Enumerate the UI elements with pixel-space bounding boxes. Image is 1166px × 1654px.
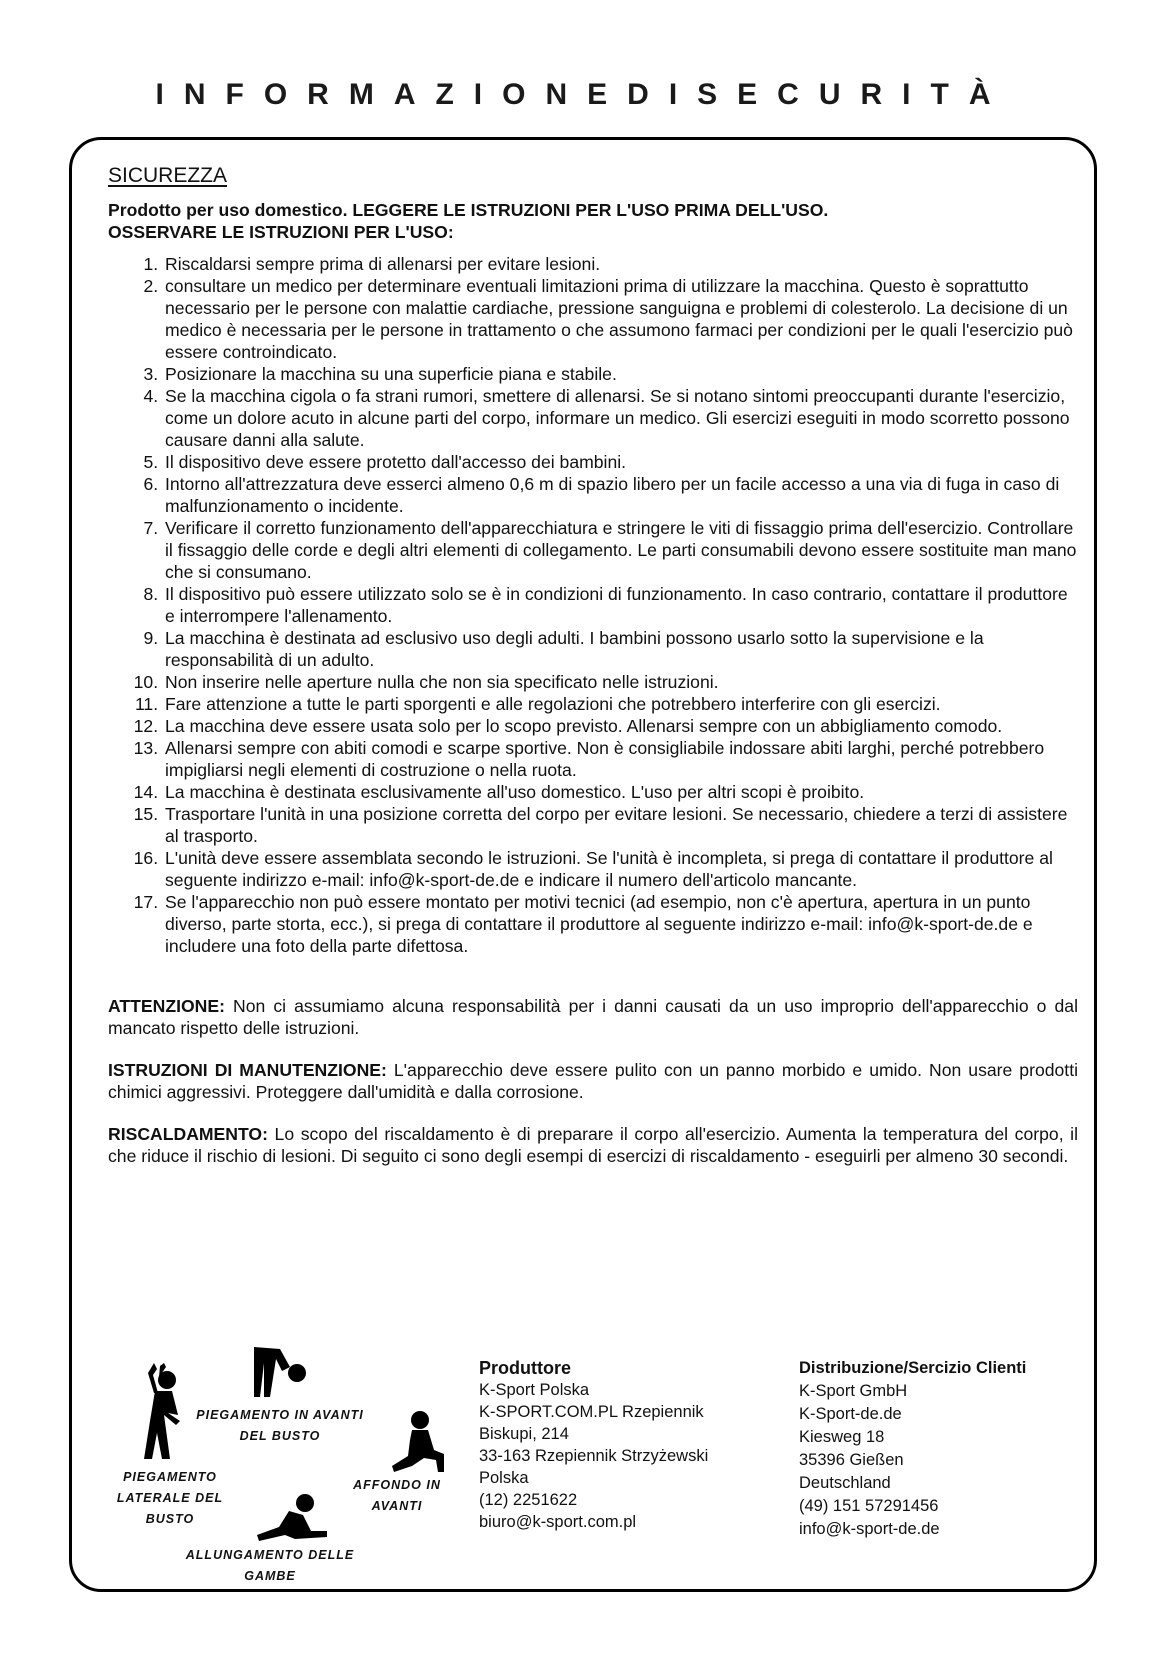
rule-item: 16. L'unità deve essere assemblata secondo le istruzioni. Se l'unità è incompleta, si prega di contattare il produttore al seguente indirizzo e-mail: info@k-sport-de.de e indicare il numero dell'articolo mancante. bbox=[163, 847, 1078, 891]
rule-item: 2. consultare un medico per determinare eventuali limitazioni prima di utilizzare la macchina. Questo è soprattutto necessario per le persone con malattie cardiache, pressione sanguigna e problemi di colesterolo. La decisione di un medico è necessaria per le persone in trattamento o che assumono farmaci per condizioni per le quali l'esercizio può essere controindicato. bbox=[163, 275, 1078, 363]
bottom-section bbox=[100, 1345, 1080, 1585]
manufacturer-line: K-SPORT.COM.PL Rzepiennik bbox=[479, 1403, 704, 1421]
rule-item: 6. Intorno all'attrezzatura deve esserci almeno 0,6 m di spazio libero per un facile accesso a una via di fuga in caso di malfunzionamento o incidente. bbox=[163, 473, 1078, 517]
rule-item: 11. Fare attenzione a tutte le parti sporgenti e alle regolazioni che potrebbero interferire con gli esercizi. bbox=[163, 693, 1078, 715]
manufacturer-heading: Produttore bbox=[479, 1358, 571, 1378]
warmup-paragraph bbox=[108, 1123, 1078, 1167]
forward-bend-label: PIEGAMENTO IN AVANTI DEL BUSTO bbox=[196, 1408, 364, 1443]
page-title: INFORMAZIONEDISECURITÀ bbox=[155, 78, 1011, 111]
distributor-line: Kiesweg 18 bbox=[799, 1428, 885, 1446]
manufacturer-contact bbox=[479, 1357, 708, 1533]
distributor-line: K-Sport GmbH bbox=[799, 1382, 908, 1400]
safety-rules-list bbox=[108, 253, 1078, 957]
leg-stretch-figure-icon bbox=[255, 1493, 331, 1541]
distributor-line: Deutschland bbox=[799, 1474, 891, 1492]
rule-item: 4. Se la macchina cigola o fa strani rumori, smettere di allenarsi. Se si notano sintomi preoccupanti durante l'esercizio, come un dolore acuto in alcune parti del corpo, informare un medico. Gli esercizi eseguiti in modo scorretto possono causare danni alla salute. bbox=[163, 385, 1078, 451]
intro-line-2: OSSERVARE LE ISTRUZIONI PER L'USO: bbox=[108, 222, 454, 242]
forward-bend-figure-icon bbox=[250, 1345, 310, 1403]
attention-paragraph bbox=[108, 995, 1078, 1039]
distributor-contact bbox=[799, 1357, 1026, 1541]
rule-item: 17. Se l'apparecchio non può essere montato per motivi tecnici (ad esempio, non c'è apertura, apertura in un punto diverso, parte storta, ecc.), si prega di contattare il produttore al seguente indirizzo e-mail: info@k-sport-de.de e includere una foto della parte difettosa. bbox=[163, 891, 1078, 957]
rule-item: 15. Trasportare l'unità in una posizione corretta del corpo per evitare lesioni. Se necessario, chiedere a terzi di assistere al trasporto. bbox=[163, 803, 1078, 847]
rule-item: 7. Verificare il corretto funzionamento dell'apparecchiatura e stringere le viti di fissaggio prima dell'esercizio. Controllare il fissaggio delle corde e degli altri elementi di collegamento. Le parti consumabili devono essere sostituite man mano che si consumano. bbox=[163, 517, 1078, 583]
safety-section bbox=[108, 165, 1078, 1167]
attention-label: ATTENZIONE: bbox=[108, 996, 225, 1016]
rule-item: 12. La macchina deve essere usata solo per lo scopo previsto. Allenarsi sempre con un abbigliamento comodo. bbox=[163, 715, 1078, 737]
warmup-text: Lo scopo del riscaldamento è di preparare il corpo all'esercizio. Aumenta la temperatura del corpo, il che riduce il rischio di lesioni. Di seguito ci sono degli esempi di esercizi di riscaldamento - eseguirli per almeno 30 secondi. bbox=[108, 1124, 1078, 1166]
rule-item: 13. Allenarsi sempre con abiti comodi e scarpe sportive. Non è consigliabile indossare abiti larghi, perché potrebbero impigliarsi negli elementi di costruzione o nella ruota. bbox=[163, 737, 1078, 781]
rule-item: 3. Posizionare la macchina su una superficie piana e stabile. bbox=[163, 363, 1078, 385]
distributor-line: 35396 Gießen bbox=[799, 1451, 904, 1469]
rule-item: 9. La macchina è destinata ad esclusivo uso degli adulti. I bambini possono usarlo sotto la supervisione e la responsabilità di un adulto. bbox=[163, 627, 1078, 671]
manufacturer-line: K-Sport Polska bbox=[479, 1381, 590, 1399]
distributor-heading: Distribuzione/Sercizio Clienti bbox=[799, 1359, 1027, 1377]
rule-item: 1. Riscaldarsi sempre prima di allenarsi per evitare lesioni. bbox=[163, 253, 1078, 275]
distributor-line: (49) 151 57291456 bbox=[799, 1497, 939, 1515]
manufacturer-line: Polska bbox=[479, 1469, 529, 1487]
manufacturer-email[interactable]: biuro@k-sport.com.pl bbox=[479, 1513, 637, 1531]
distributor-website[interactable]: K-Sport-de.de bbox=[799, 1405, 902, 1423]
manufacturer-line: (12) 2251622 bbox=[479, 1491, 578, 1509]
leg-stretch-label: ALLUNGAMENTO DELLE GAMBE bbox=[185, 1548, 355, 1583]
warmup-label: RISCALDAMENTO: bbox=[108, 1124, 268, 1144]
maintenance-label: ISTRUZIONI DI MANUTENZIONE: bbox=[108, 1060, 387, 1080]
manufacturer-line: 33-163 Rzepiennik Strzyżewski bbox=[479, 1447, 709, 1465]
rule-item: 8. Il dispositivo può essere utilizzato solo se è in condizioni di funzionamento. In caso contrario, contattare il produttore e interrompere l'allenamento. bbox=[163, 583, 1078, 627]
rule-item: 5. Il dispositivo deve essere protetto dall'accesso dei bambini. bbox=[163, 451, 1078, 473]
maintenance-paragraph bbox=[108, 1059, 1078, 1103]
rule-item: 10. Non inserire nelle aperture nulla che non sia specificato nelle istruzioni. bbox=[163, 671, 1078, 693]
distributor-email[interactable]: info@k-sport-de.de bbox=[799, 1520, 940, 1538]
safety-heading: SICUREZZA bbox=[108, 164, 228, 187]
intro-line-1: Prodotto per uso domestico. LEGGERE LE ISTRUZIONI PER L'USO PRIMA DELL'USO. bbox=[108, 200, 829, 220]
attention-text: Non ci assumiamo alcuna responsabilità per i danni causati da un uso improprio dell'apparecchio o dal mancato rispetto delle istruzioni. bbox=[108, 996, 1078, 1038]
side-bend-label: PIEGAMENTO LATERALE DEL BUSTO bbox=[116, 1470, 224, 1526]
lunge-figure-icon bbox=[390, 1410, 450, 1475]
manufacturer-line: Biskupi, 214 bbox=[479, 1425, 569, 1443]
maintenance-text: L'apparecchio deve essere pulito con un panno morbido e umido. Non usare prodotti chimici aggressivi. Proteggere dall'umidità e dalla corrosione. bbox=[108, 1060, 1078, 1102]
rule-item: 14. La macchina è destinata esclusivamente all'uso domestico. L'uso per altri scopi è proibito. bbox=[163, 781, 1078, 803]
safety-intro bbox=[108, 199, 1078, 243]
lunge-label: AFFONDO IN AVANTI bbox=[353, 1478, 441, 1513]
